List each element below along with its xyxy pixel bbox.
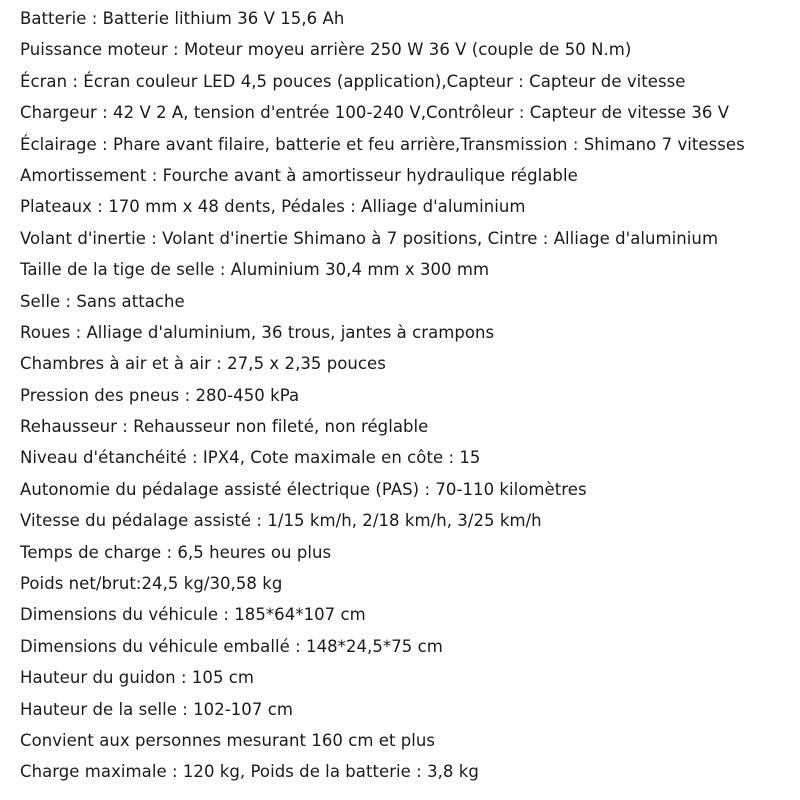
spec-flywheel-handlebar: Volant d'inertie : Volant d'inertie Shimano à 7 positions, Cintre : Alliage d'aluminium (20, 228, 719, 248)
spec-saddle: Selle : Sans attache (20, 291, 185, 311)
spec-charge-time: Temps de charge : 6,5 heures ou plus (20, 542, 332, 562)
spec-suspension: Amortissement : Fourche avant à amortisseur hydraulique réglable (20, 165, 578, 185)
spec-dimensions: Dimensions du véhicule : 185*64*107 cm (20, 605, 366, 625)
spec-pas-range: Autonomie du pédalage assisté électrique (PAS) : 70-110 kilomètres (20, 479, 587, 499)
spec-handlebar-height: Hauteur du guidon : 105 cm (20, 668, 255, 688)
spec-saddle-height: Hauteur de la selle : 102-107 cm (20, 699, 293, 719)
spec-motor-power: Puissance moteur : Moteur moyeu arrière 250 W 36 V (couple de 50 N.m) (20, 40, 632, 60)
spec-lighting-transmission: Éclairage : Phare avant filaire, batterie et feu arrière,Transmission : Shimano 7 vitesses (20, 134, 745, 154)
spec-riser: Rehausseur : Rehausseur non fileté, non réglable (20, 417, 429, 437)
spec-inner-tubes: Chambres à air et à air : 27,5 x 2,35 pouces (20, 354, 386, 374)
spec-waterproof-climb: Niveau d'étanchéité : IPX4, Cote maximale en côte : 15 (20, 448, 481, 468)
spec-tire-pressure: Pression des pneus : 280-450 kPa (20, 385, 300, 405)
spec-packed-dimensions: Dimensions du véhicule emballé : 148*24,5*75 cm (20, 636, 443, 656)
spec-chainring-pedals: Plateaux : 170 mm x 48 dents, Pédales : Alliage d'aluminium (20, 197, 526, 217)
spec-pas-speed: Vitesse du pédalage assisté : 1/15 km/h, 2/18 km/h, 3/25 km/h (20, 511, 542, 531)
spec-screen-sensor: Écran : Écran couleur LED 4,5 pouces (application),Capteur : Capteur de vitesse (20, 71, 686, 91)
spec-list (20, 5, 790, 790)
spec-battery: Batterie : Batterie lithium 36 V 15,6 Ah (20, 9, 345, 28)
spec-charger-controller: Chargeur : 42 V 2 A, tension d'entrée 100-240 V,Contrôleur : Capteur de vitesse 36 V (20, 103, 730, 123)
spec-max-load-battery-weight: Charge maximale : 120 kg, Poids de la batterie : 3,8 kg (20, 762, 479, 782)
spec-weight: Poids net/brut:24,5 kg/30,58 kg (20, 574, 283, 594)
spec-rider-height: Convient aux personnes mesurant 160 cm et plus (20, 730, 436, 750)
spec-seatpost-size: Taille de la tige de selle : Aluminium 30,4 mm x 300 mm (20, 260, 490, 280)
spec-wheels: Roues : Alliage d'aluminium, 36 trous, jantes à crampons (20, 322, 495, 342)
